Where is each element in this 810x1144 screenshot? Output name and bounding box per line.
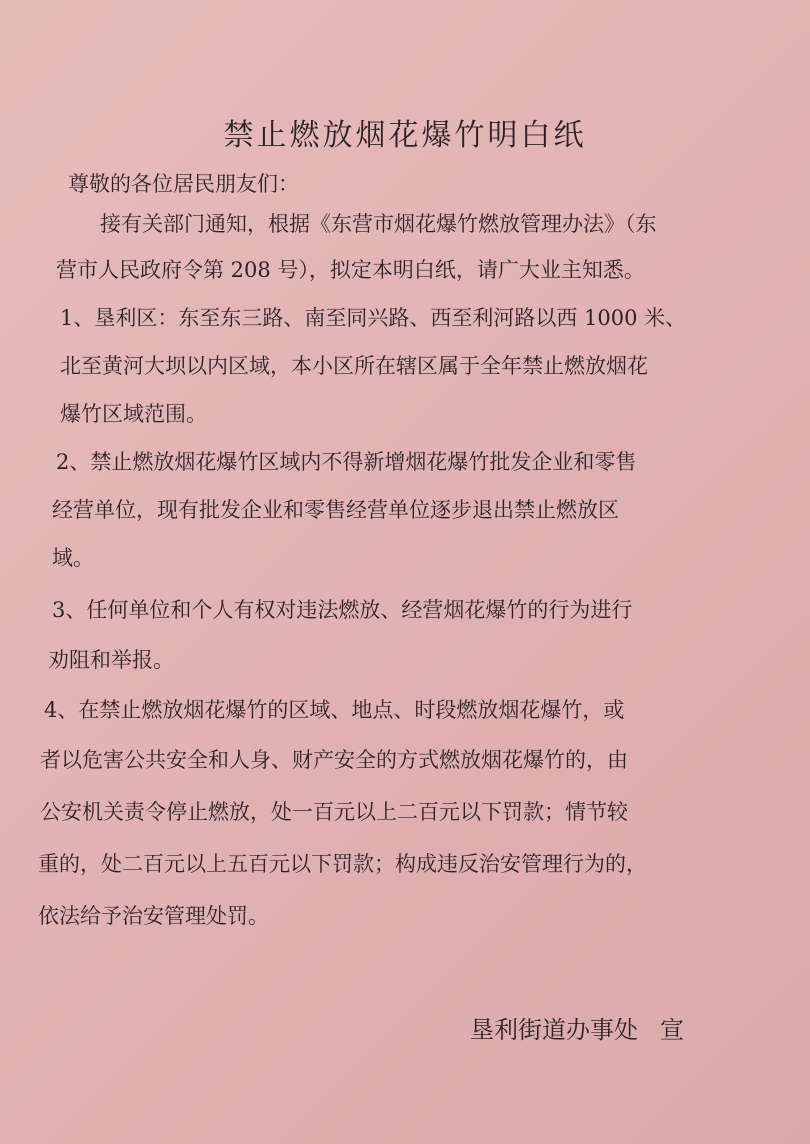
item-3-line: 3、任何单位和个人有权对违法燃放、经营烟花爆竹的行为进行 — [52, 598, 633, 622]
notice-title: 禁止燃放烟花爆竹明白纸 — [223, 118, 587, 153]
item-4-line: 依法给予治安管理处罚。 — [38, 904, 269, 928]
item-1-line: 1、垦利区：东至东三路、南至同兴路、西至利河路以西 1000 米、 — [60, 306, 687, 330]
item-1-line: 北至黄河大坝以内区域，本小区所在辖区属于全年禁止燃放烟花 — [60, 354, 648, 378]
item-3-line: 劝阻和举报。 — [48, 648, 174, 672]
item-4-line: 者以危害公共安全和人身、财产安全的方式燃放烟花爆竹的，由 — [40, 748, 628, 772]
intro-line: 营市人民政府令第 208 号），拟定本明白纸，请广大业主知悉。 — [56, 258, 645, 282]
item-2-line: 经营单位，现有批发企业和零售经营单位逐步退出禁止燃放区 — [52, 498, 619, 522]
item-4-line: 4、在禁止燃放烟花爆竹的区域、地点、时段燃放烟花爆竹，或 — [44, 698, 625, 722]
signature — [470, 1012, 684, 1048]
item-4-line: 重的，处二百元以上五百元以下罚款；构成违反治安管理行为的， — [38, 852, 647, 876]
item-1-line: 爆竹区域范围。 — [60, 402, 207, 426]
greeting: 尊敬的各位居民朋友们： — [68, 172, 299, 196]
item-2-line: 2、禁止燃放烟花爆竹区域内不得新增烟花爆竹批发企业和零售 — [56, 450, 637, 474]
item-4-line: 公安机关责令停止燃放，处一百元以上二百元以下罚款；情节较 — [40, 800, 628, 824]
intro-line: 接有关部门通知，根据《东营市烟花爆竹燃放管理办法》（东 — [100, 212, 657, 236]
signature-suffix: 宣 — [660, 1016, 684, 1044]
signature-office: 垦利街道办事处 — [470, 1016, 638, 1044]
item-2-line: 域。 — [52, 546, 94, 570]
